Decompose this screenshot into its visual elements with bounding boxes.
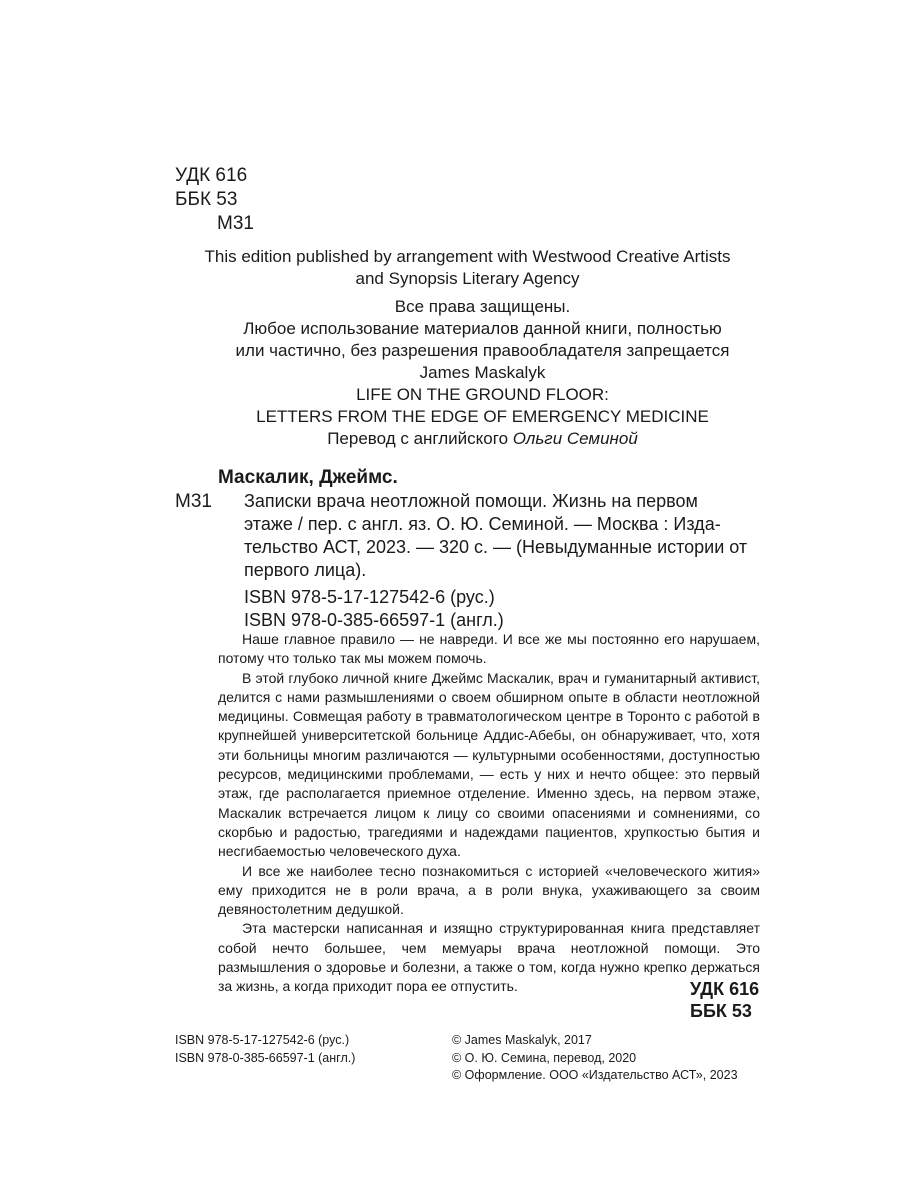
rights-line-2: Любое использование материалов данной книги, полностью: [243, 319, 722, 338]
copyright-design: © Оформление. ООО «Издательство АСТ», 2023: [452, 1068, 738, 1082]
catalog-desc-line: тельство АСТ, 2023. — 320 с. — (Невыдуманные истории от: [244, 537, 748, 557]
annotation-paragraph: Наше главное правило — не навреди. И все же мы постоянно его нарушаем, потому что только так мы можем помочь.: [218, 631, 760, 667]
isbn-russian: ISBN 978-5-17-127542-6 (рус.): [244, 587, 495, 607]
annotation: [218, 630, 760, 997]
edition-line-1: This edition published by arrangement with Westwood Creative Artists: [204, 247, 731, 266]
catalog-isbn: [244, 586, 504, 632]
footer-isbn-russian: ISBN 978-5-17-127542-6 (рус.): [175, 1033, 350, 1047]
footer-copyright: [452, 1032, 738, 1085]
catalog-author: Маскалик, Джеймс.: [218, 467, 398, 488]
original-author: James Maskalyk: [419, 363, 546, 382]
copyright-author: © James Maskalyk, 2017: [452, 1033, 592, 1047]
rights-line-3: или частично, без разрешения правообладателя запрещается: [235, 341, 730, 360]
translation-prefix: Перевод с английского: [327, 429, 513, 448]
catalog-desc-line: первого лица).: [244, 560, 367, 580]
catalog-description: [244, 490, 760, 582]
footer-isbn-english: ISBN 978-0-385-66597-1 (англ.): [175, 1050, 356, 1065]
catalog-mark: М31: [175, 491, 212, 512]
catalog-desc-line: Записки врача неотложной помощи. Жизнь на первом: [244, 491, 698, 511]
author-mark: М31: [217, 213, 254, 234]
footer-isbn: [175, 1032, 355, 1067]
translator-name: Ольги Семиной: [512, 429, 638, 448]
edition-line-2: and Synopsis Literary Agency: [355, 269, 580, 288]
udk-header: [175, 164, 254, 236]
annotation-paragraph: В этой глубоко личной книге Джеймс Маскалик, врач и гуманитарный активист, делится с нами размышлениями о своем обширном опыте в области неотложной медицины. Совмещая работу в травматологическом центре в Торонто с работой в крупнейшей университетской больнице Аддис-Абебы, он обнаруживает, что, хотя эти больницы многим различаются — культурными особенностями, доступностью ресурсов, медицинскими проблемами, — есть у них и нечто общее: это первый этаж, где располагается приемное отделение. Именно здесь, на первом этаже, Маскалик встречается лицом к лицу со своими опасениями и сомнениями, со скорбью и радостью, трагедиями и надеждами пациентов, хрупкостью бытия и несгибаемостью человеческого духа.: [218, 669, 760, 860]
original-title: [190, 362, 775, 428]
original-title-line-2: LETTERS FROM THE EDGE OF EMERGENCY MEDICINE: [256, 407, 709, 426]
udk-code-bottom: УДК 616: [690, 979, 760, 999]
edition-note: [175, 246, 760, 290]
classification-bottom: [690, 978, 760, 1022]
original-title-line-1: LIFE ON THE GROUND FLOOR:: [356, 385, 609, 404]
rights-note: [190, 296, 775, 362]
copyright-translation: © О. Ю. Семина, перевод, 2020: [452, 1050, 637, 1065]
rights-line-1: Все права защищены.: [394, 297, 571, 316]
isbn-english: ISBN 978-0-385-66597-1 (англ.): [244, 610, 504, 630]
catalog-desc-line: этаже / пер. с англ. яз. О. Ю. Семиной. — Москва : Изда-: [244, 514, 721, 534]
bbk-code-bottom: ББК 53: [690, 1001, 752, 1021]
udk-code: УДК 616: [175, 165, 248, 186]
annotation-paragraph: И все же наиболее тесно познакомиться с историей «человеческого жития» ему приходится не в роли врача, а в роли внука, ухаживающего за своим девяностолетним дедушкой.: [218, 862, 760, 918]
bbk-code: ББК 53: [175, 189, 238, 210]
annotation-paragraph: Эта мастерски написанная и изящно структурированная книга представляет собой нечто большее, чем мемуары врача неотложной помощи. Это размышления о здоровье и болезни, а также о том, когда нужно крепко держаться за жизнь, а когда приходит пора ее отпустить.: [218, 920, 760, 995]
translation-note: [190, 428, 775, 450]
